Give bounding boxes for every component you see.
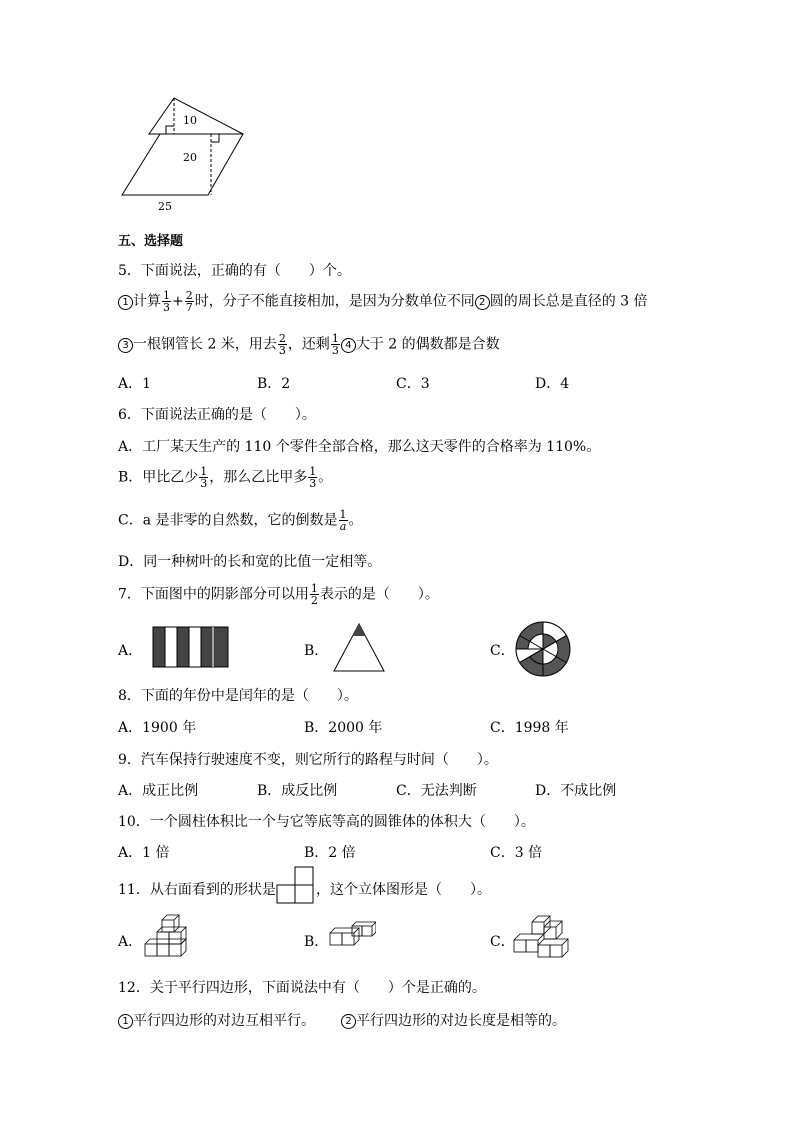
q5-option-c[interactable]: C．3	[396, 376, 430, 392]
plus-sign: +	[172, 293, 184, 310]
fraction: $\frac{2}{3}$	[278, 332, 286, 357]
q8-option-c[interactable]: C．1998 年	[490, 720, 569, 736]
text: 。	[348, 512, 363, 529]
text: 时，分子不能直接相加，是因为分数单位不同	[194, 293, 475, 310]
fraction: $\frac{2}{7}$	[185, 289, 193, 314]
circled-number: 1	[118, 1014, 133, 1029]
circled-number: 3	[118, 338, 133, 353]
q6-option-d[interactable]: D．同一种树叶的长和宽的比值一定相等。	[118, 554, 382, 570]
q12-stem: 12．关于平行四边形，下面说法中有（ ）个是正确的。	[118, 980, 486, 996]
text: ，那么乙比甲多	[209, 469, 308, 486]
text: 平行四边形的对边长度是相等的。	[356, 1013, 566, 1029]
q7-option-a-label[interactable]: A．	[118, 643, 143, 659]
q6-stem: 6．下面说法正确的是（ ）。	[118, 407, 316, 423]
text: 计算	[133, 293, 161, 310]
q10-option-a[interactable]: A．1 倍	[118, 845, 170, 861]
q9-option-c[interactable]: C．无法判断	[396, 783, 477, 799]
text: 表示的是（ ）。	[319, 586, 439, 603]
parallelogram-triangle-figure	[115, 92, 255, 217]
q8-option-a[interactable]: A．1900 年	[118, 720, 197, 736]
fraction: $\frac{1}{3}$	[200, 465, 208, 490]
q11-stem-a: 11．从右面看到的形状是	[118, 882, 276, 898]
fraction: $\frac{1}{2}$	[310, 582, 318, 607]
q5-stem: 5．下面说法，正确的有（ ）个。	[118, 263, 351, 279]
circled-number: 2	[475, 295, 490, 310]
q5-statement-3-4	[118, 333, 500, 356]
text: 一根钢管长 2 米，用去	[133, 336, 277, 353]
circled-number: 4	[341, 338, 356, 353]
q12-statement-2	[341, 1010, 566, 1030]
q6-option-b[interactable]	[118, 466, 332, 489]
cube-stack-c-figure[interactable]	[512, 912, 574, 962]
q5-option-b[interactable]: B．2	[257, 376, 291, 392]
q8-stem: 8．下面的年份中是闰年的是（ ）。	[118, 688, 358, 704]
q9-option-a[interactable]: A．成正比例	[118, 783, 199, 799]
triangle-figure[interactable]	[330, 622, 388, 674]
fraction: $\frac{1}{3}$	[163, 289, 170, 314]
circle-ring-figure[interactable]	[514, 620, 572, 678]
text: ，还剩	[287, 336, 330, 353]
text: 大于 2 的偶数都是合数	[355, 336, 500, 353]
label-20: 20	[183, 151, 197, 164]
fraction: $\frac{1}{a}$	[339, 508, 347, 533]
section-title: 五、选择题	[118, 234, 184, 249]
q10-option-c[interactable]: C．3 倍	[490, 845, 543, 861]
q7-option-c-label[interactable]: C．	[490, 643, 515, 659]
q5-option-d[interactable]: D．4	[535, 376, 570, 392]
q11-option-c-label[interactable]: C．	[490, 934, 515, 950]
q5-option-a[interactable]: A．1	[118, 376, 152, 392]
q5-statement-1-2	[118, 290, 648, 313]
q9-stem: 9．汽车保持行驶速度不变，则它所行的路程与时间（ ）。	[118, 752, 498, 768]
circled-number: 2	[341, 1014, 356, 1029]
q6-option-a[interactable]: A．工厂某天生产的 110 个零件全部合格，那么这天零件的合格率为 110%。	[118, 439, 601, 455]
text: C．a 是非零的自然数，它的倒数是	[118, 512, 338, 529]
text: B．甲比乙少	[118, 469, 199, 486]
label-25: 25	[158, 200, 172, 213]
q7-option-b-label[interactable]: B．	[304, 643, 329, 659]
fraction: $\frac{1}{3}$	[309, 465, 317, 490]
q10-option-b[interactable]: B．2 倍	[304, 845, 356, 861]
q7-stem	[118, 583, 439, 606]
cube-stack-a-figure[interactable]	[143, 912, 193, 960]
text: 圆的周长总是直径的 3 倍	[489, 293, 648, 310]
right-view-shape-figure	[275, 866, 315, 904]
circled-number: 1	[118, 295, 133, 310]
label-10: 10	[183, 114, 197, 127]
fraction: $\frac{1}{3}$	[331, 332, 339, 357]
q6-option-c[interactable]	[118, 509, 363, 532]
q8-option-b[interactable]: B．2000 年	[304, 720, 383, 736]
q12-statement-1	[118, 1010, 315, 1030]
text: 平行四边形的对边互相平行。	[133, 1013, 315, 1029]
text: 。	[318, 469, 333, 486]
q11-option-a-label[interactable]: A．	[118, 934, 143, 950]
q11-stem-b: ，这个立体图形是（ ）。	[316, 882, 491, 898]
q9-option-d[interactable]: D．不成比例	[535, 783, 617, 799]
q11-option-b-label[interactable]: B．	[304, 934, 329, 950]
text: 7．下面图中的阴影部分可以用	[118, 586, 309, 603]
striped-rectangle-figure[interactable]	[152, 626, 230, 668]
q9-option-b[interactable]: B．成反比例	[257, 783, 338, 799]
q10-stem: 10．一个圆柱体积比一个与它等底等高的圆锥体的体积大（ ）。	[118, 814, 535, 830]
cube-stack-b-figure[interactable]	[328, 920, 376, 950]
